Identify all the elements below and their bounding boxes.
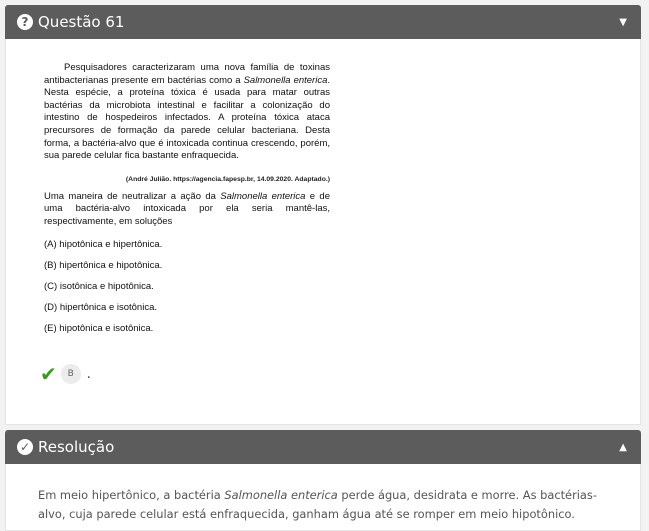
question-title: Questão 61 [38,13,125,31]
question-source: (André Julião. https://agencia.fapesp.br, 14.09.2020. Adaptado.) [125,175,330,183]
resolution-text: Em meio hipertônico, a bactéria Salmonella enterica perde água, desidrata e morre. As bactérias-alvo, cuja parede celular está enfraquecida, ganham água até se romper em meio hipotônico. [38,488,597,521]
option-b: (B) hipertônica e hipotônica. [44,259,163,271]
resolution-title: Resolução [38,438,115,456]
answer-row [40,364,91,384]
option-e: (E) hipotônica e isotônica. [44,322,154,334]
question-stem: Uma maneira de neutralizar a ação da Salmonella enterica e de uma bactéria-alvo intoxicada por ela seria mantê-las, respectivamente, em soluções [44,190,330,227]
option-c: (C) isotônica e hipotônica. [44,280,154,292]
resolution-panel-body [5,464,641,531]
option-d: (D) hipertônica e isotônica. [44,301,157,313]
check-icon: ✔ [40,362,57,386]
question-circle-icon: ? [17,14,33,30]
question-panel-body [5,39,641,425]
answer-options [44,239,330,344]
answer-suffix: . [86,366,91,382]
question-image [44,62,330,344]
question-panel-header[interactable] [5,5,641,39]
resolution-panel-header[interactable] [5,430,641,464]
option-a: (A) hipotônica e hipertônica. [44,238,163,250]
answer-badge: B [61,364,81,384]
question-intro: Pesquisadores caracterizaram uma nova família de toxinas antibacterianas presente em bactérias como a Salmonella enterica. Nesta espécie, a proteína tóxica é usada para matar outras bactérias da microbiota intestinal e facilitar a colonização do intestino de hospedeiros infectados. A proteína tóxica ataca precursores de formação da parede celular bacteriana. Desta forma, a bactéria-alvo que é intoxicada continua crescendo, porém, sua parede celular fica bastante enfraquecida. [44,62,331,162]
caret-down-icon[interactable]: ▼ [619,16,627,28]
check-circle-icon: ✓ [17,439,33,455]
caret-up-icon[interactable]: ▲ [619,441,627,453]
